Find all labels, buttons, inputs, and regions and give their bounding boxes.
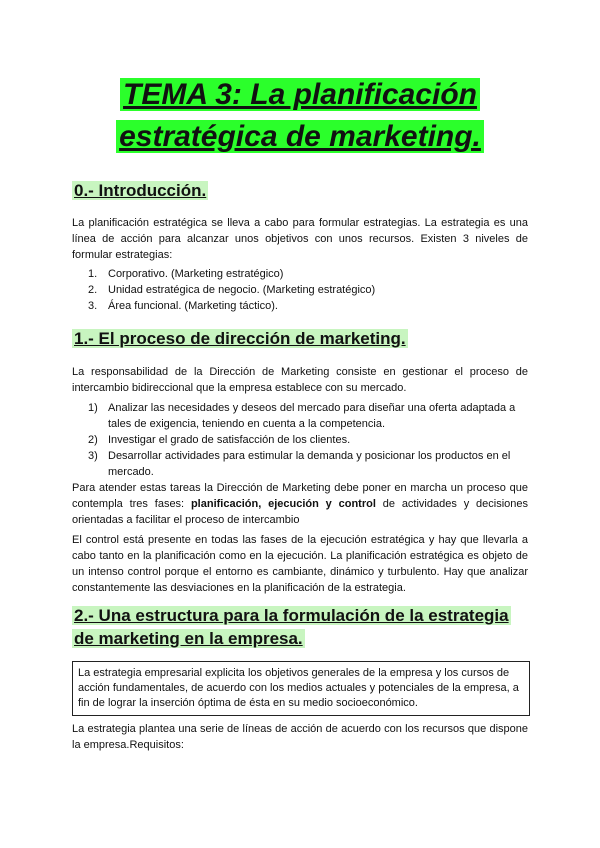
section-0-list — [88, 266, 528, 314]
list-item: 2) Investigar el grado de satisfacción de los clientes. — [88, 434, 351, 446]
list-item: 1) Analizar las necesidades y deseos del mercado para diseñar una oferta adaptada a tales de exigencia, teniendo en cuenta a la competencia. — [88, 402, 516, 430]
list-item: 1. Corporativo. (Marketing estratégico) — [88, 268, 284, 280]
section-1-list — [88, 400, 528, 480]
list-item: 2. Unidad estratégica de negocio. (Marketing estratégico) — [88, 284, 376, 296]
section-2-paragraph: La estrategia plantea una serie de líneas de acción de acuerdo con los recursos que dispone la empresa.Requisitos: — [72, 723, 528, 751]
section-1-paragraph-1: La responsabilidad de la Dirección de Marketing consiste en gestionar el proceso de intercambio bidireccional que la empresa establece con su mercado. — [72, 366, 528, 394]
section-1-heading: 1.- El proceso de dirección de marketing. — [74, 329, 406, 348]
section-1-paragraph-3: El control está presente en todas las fases de la ejecución estratégica y hay que llevarla a cabo tanto en la planificación como en la ejecución. La planificación estratégica es objeto de un intenso control porque el entorno es cambiante, dinámico y turbulento. Hay que analizar constantemente las desviaciones en la planificación de la estrategia. — [72, 534, 528, 594]
definition-box: La estrategia empresarial explicita los objetivos generales de la empresa y los cursos de acción fundamentales, de acuerdo con los medios actuales y potenciales de la empresa, a fin de lograr la inserción óptima de ésta en su medio socioeconómico. — [72, 661, 530, 716]
phases-bold: planificación, ejecución y control — [190, 498, 376, 510]
title-line-1: TEMA 3: La planificación — [120, 78, 480, 111]
section-0-paragraph: La planificación estratégica se lleva a cabo para formular estrategias. La estrategia es una línea de acción para alcanzar unos objetivos con unos recursos. Existen 3 niveles de formular estrategias: — [72, 217, 528, 261]
list-item: 3) Desarrollar actividades para estimular la demanda y posicionar los productos en el mercado. — [88, 450, 511, 478]
list-item: 3. Área funcional. (Marketing táctico). — [88, 300, 278, 312]
title-line-2: estratégica de marketing. — [116, 120, 484, 153]
section-2-heading: 2.- Una estructura para la formulación de la estrategia de marketing en la empresa. — [74, 606, 509, 648]
section-0-heading: 0.- Introducción. — [74, 181, 207, 200]
section-1-paragraph-2: Para atender estas tareas la Dirección de Marketing debe poner en marcha un proceso que contempla tres fases: planificación, ejecución y control de actividades y decisiones orientadas a facilitar el proceso de intercambio — [72, 482, 529, 526]
page-title — [0, 74, 600, 158]
